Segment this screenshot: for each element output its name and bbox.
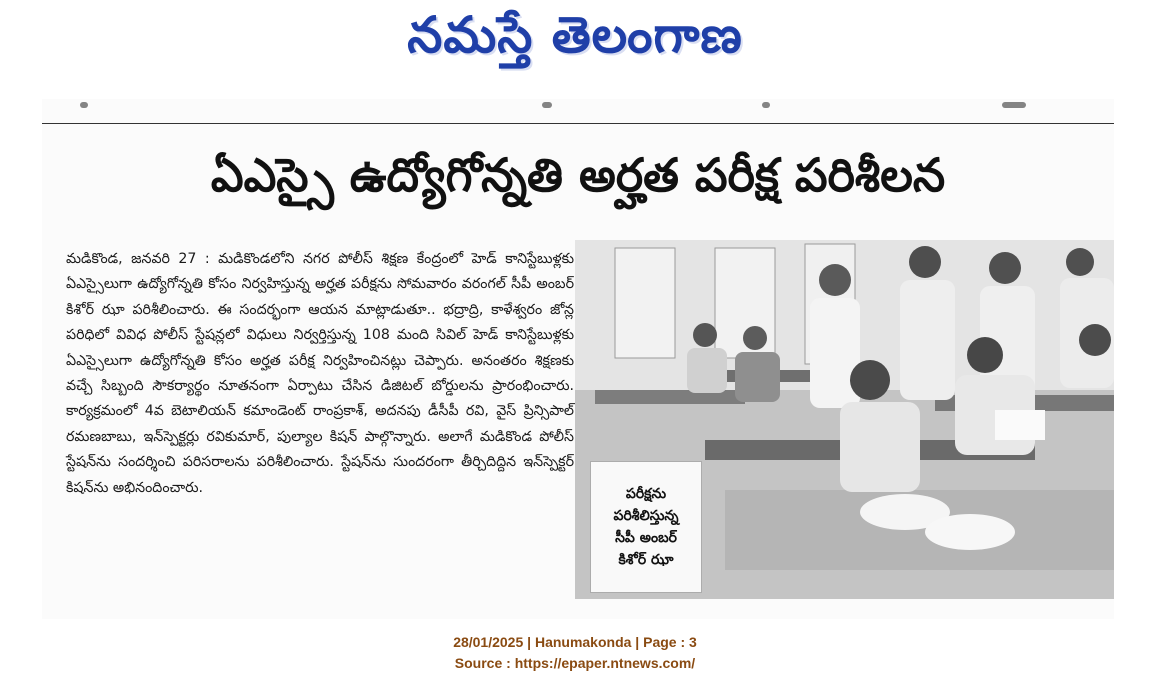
article-headline: ఏఎస్సై ఉద్యోగోన్నతి అర్హత పరీక్ష పరిశీలన <box>210 148 946 202</box>
previous-article-strip <box>42 99 1114 124</box>
footer-date-edition-page: 28/01/2025 | Hanumakonda | Page : 3 <box>453 634 697 650</box>
article-clipping <box>42 99 1114 619</box>
photo-caption <box>591 462 701 592</box>
article-body: మడికొండ, జనవరి 27 : మడికొండలోని నగర పోలీస్ శిక్షణ కేంద్రంలో హెడ్ కానిస్టేబుళ్లకు ఏఎస్సైలుగా ఉద్యోగోన్నతి కోసం నిర్వహిస్తున్న అర్హత పరీక్షను సోమవారం వరంగల్ సీపీ అంబర్ కిశోర్ ఝా పరిశీలించారు. ఈ సందర్భంగా ఆయన మాట్లాడుతూ.. భద్రాద్రి, కాళేశ్వరం జోన్ల పరిధిలో వివిధ పోలీస్ స్టేషన్లలో విధులు నిర్వర్తిస్తున్న 108 మంది సివిల్ హెడ్ కానిస్టేబుళ్లకు ఏఎస్సైలుగా ఉద్యోగోన్నతి కోసం అర్హత పరీక్ష నిర్వహించినట్లు చెప్పారు. అనంతరం శిక్షణకు వచ్చే సిబ్బంది సౌకర్యార్థం నూతనంగా ఏర్పాటు చేసిన డిజిటల్ బోర్డులను ప్రారంభించారు. కార్యక్రమంలో 4వ బెటాలియన్ కమాండెంట్ రాంప్రకాశ్, అదనపు డీసీపీ రవి, వైస్ ప్రిన్సిపాల్ రమణబాబు, ఇన్‌స్పెక్టర్లు రవికుమార్, పుల్యాల కిషన్ పాల్గొన్నారు. అలాగే మడికొండ పోలీస్ స్టేషన్‌ను సందర్శించి పరిసరాలను పరిశీలించారు. స్టేషన్‌ను సుందరంగా తీర్చిదిద్దిన ఇన్‌స్పెక్టర్ కిషన్‌ను అభినందించారు. <box>66 251 574 496</box>
source-footer <box>0 632 1150 674</box>
footer-source-link: Source : https://epaper.ntnews.com/ <box>454 655 696 671</box>
caption-line-2: పరిశీలిస్తున్న <box>613 508 679 524</box>
newspaper-masthead <box>0 0 1150 82</box>
caption-line-4: కిశోర్ ఝా <box>618 552 674 568</box>
caption-line-3: సీపీ అంబర్ <box>615 530 677 546</box>
masthead-title: నమస్తే తెలంగాణ <box>407 5 743 64</box>
article-photo <box>575 240 1114 599</box>
caption-line-1: పరీక్షను <box>625 486 667 502</box>
